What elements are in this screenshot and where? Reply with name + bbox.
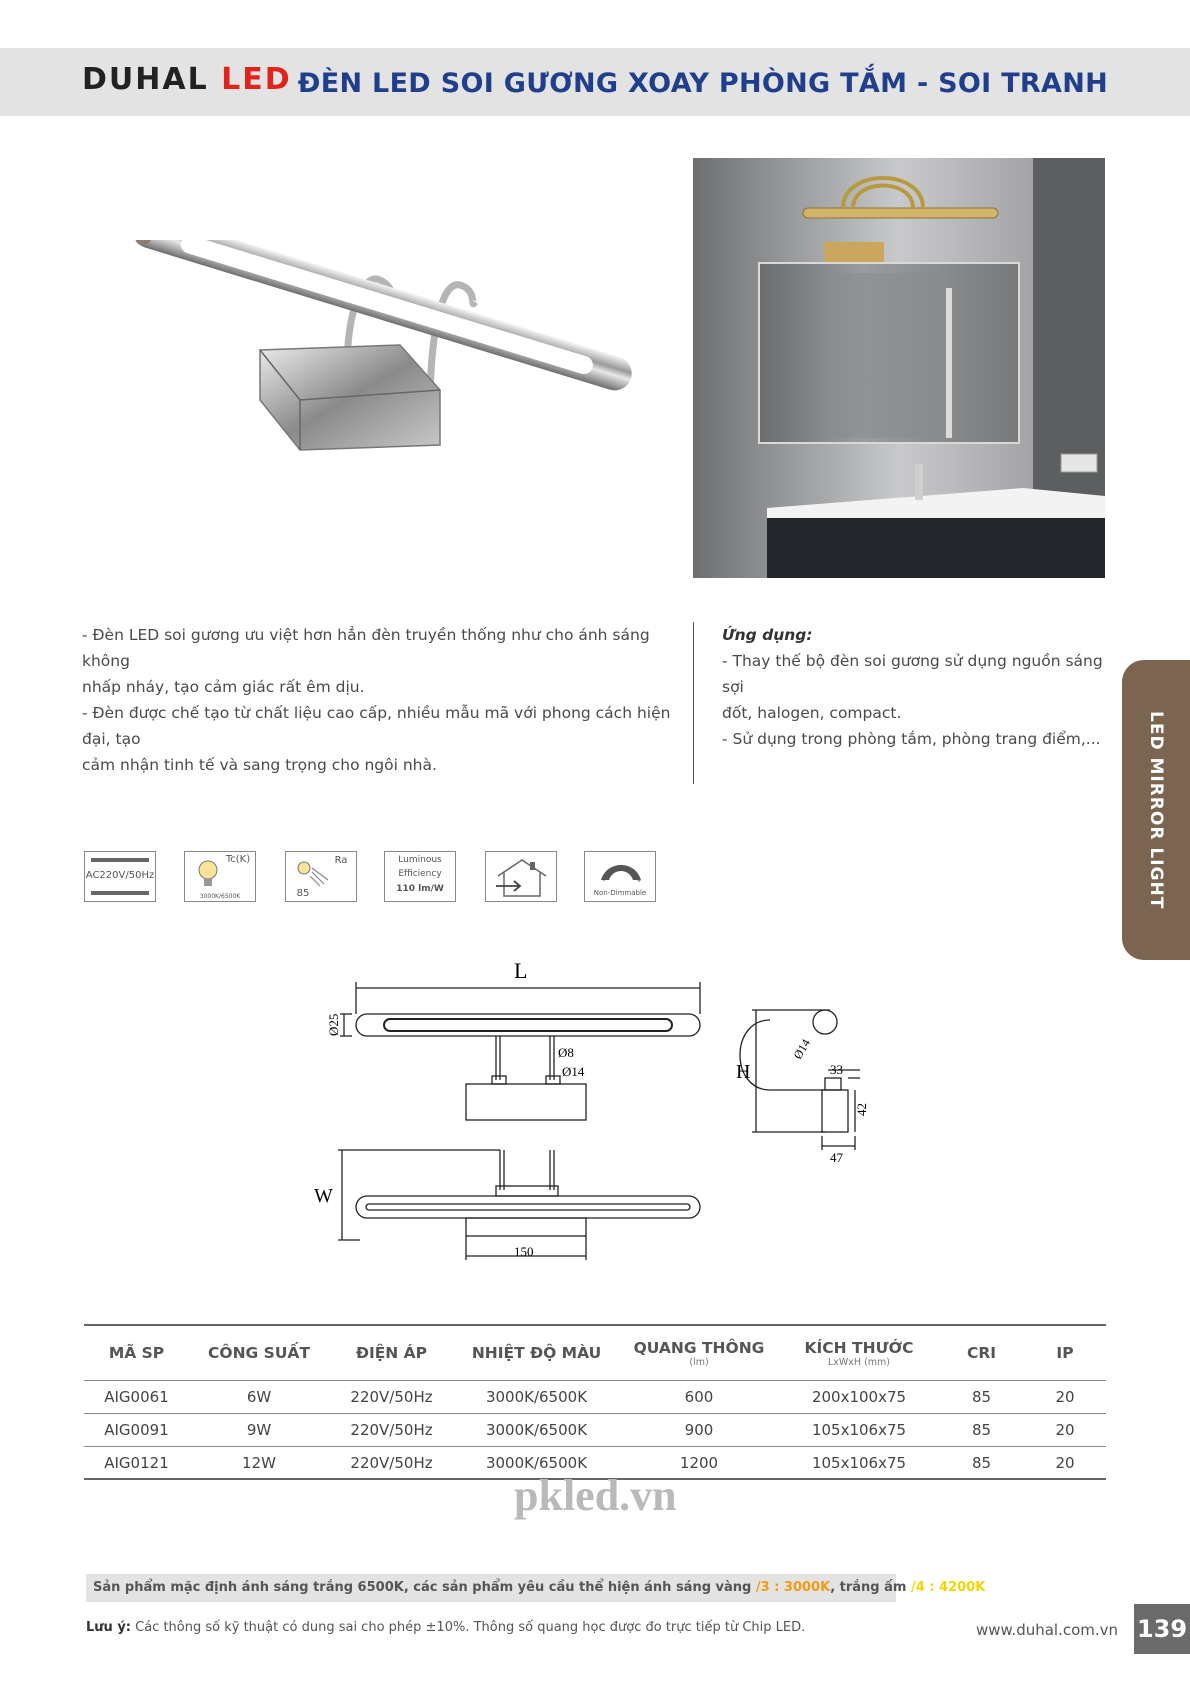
- brand-logo: [82, 62, 292, 97]
- header-voltage: ĐIỆN ÁP: [355, 1344, 428, 1362]
- cell-voltage: 220V/50Hz: [329, 1381, 454, 1414]
- cell-voltage: 220V/50Hz: [329, 1414, 454, 1447]
- desc-line: - Đèn được chế tạo từ chất liệu cao cấp, nhiều mẫu mã với phong cách hiện đại, tạo: [82, 704, 671, 748]
- cell-power: 12W: [189, 1447, 329, 1480]
- technical-drawing: [300, 950, 920, 1290]
- cell-ip: 20: [1024, 1414, 1106, 1447]
- watermark: pkled.vn: [514, 1471, 677, 1520]
- cell-ip: 20: [1024, 1447, 1106, 1480]
- label-diameter-14: Ø14: [562, 1064, 585, 1079]
- header-color-temp: NHIỆT ĐỘ MÀU: [471, 1344, 602, 1362]
- luminous-efficiency-icon: Luminous Efficiency 110 lm/W: [384, 851, 456, 902]
- cell-code: AIG0091: [84, 1414, 189, 1447]
- desc-line: - Đèn LED soi gương ưu việt hơn hẳn đèn truyền thống như cho ánh sáng không: [82, 626, 650, 670]
- label-diameter-8: Ø8: [558, 1045, 574, 1060]
- product-image: [110, 240, 670, 500]
- base-front: [466, 1084, 586, 1120]
- label-33: 33: [830, 1062, 843, 1077]
- room-application-image: [693, 158, 1105, 578]
- page-number: 139: [1134, 1604, 1190, 1654]
- header-size: KÍCH THƯỚC LxWxH (mm): [804, 1338, 914, 1368]
- application-title: Ứng dụng:: [722, 626, 813, 644]
- header-flux: QUANG THÔNG (lm): [633, 1338, 765, 1368]
- cell-color-temp: 3000K/6500K: [454, 1414, 619, 1447]
- application-section: [722, 622, 1112, 752]
- desc-line: nhấp nháy, tạo cảm giác rất êm dịu.: [82, 678, 365, 696]
- svg-text:+: +: [637, 878, 642, 884]
- cell-flux: 600: [619, 1381, 779, 1414]
- cell-code: AIG0121: [84, 1447, 189, 1480]
- desc-line: cảm nhận tinh tế và sang trọng cho ngôi nhà.: [82, 756, 437, 774]
- table-row: [84, 1414, 1106, 1447]
- header-cri: CRI: [966, 1344, 997, 1362]
- cell-code: AIG0061: [84, 1381, 189, 1414]
- brand-duhal: DUHAL: [82, 62, 209, 97]
- cell-cri: 85: [939, 1414, 1024, 1447]
- application-line: - Sử dụng trong phòng tắm, phòng trang điểm,...: [722, 730, 1101, 748]
- base-top: [466, 1218, 586, 1236]
- cell-voltage: 220V/50Hz: [329, 1447, 454, 1480]
- vertical-divider: [693, 622, 694, 784]
- cell-flux: 900: [619, 1414, 779, 1447]
- cell-cri: 85: [939, 1381, 1024, 1414]
- website-link[interactable]: www.duhal.com.vn: [976, 1621, 1119, 1639]
- cell-color-temp: 3000K/6500K: [454, 1447, 619, 1480]
- label-diameter-14-side: Ø14: [790, 1036, 813, 1062]
- label-length: L: [514, 958, 528, 983]
- label-150: 150: [514, 1244, 534, 1259]
- default-light-note: Sản phẩm mặc định ánh sáng trắng 6500K, các sản phẩm yêu cầu thể hiện ánh sáng vàng /3 : 3000K, trắng ấm /4 : 4200K: [93, 1580, 986, 1595]
- cell-flux: 1200: [619, 1447, 779, 1480]
- tolerance-footnote: Lưu ý: Các thông số kỹ thuật có dung sai cho phép ±10%. Thông số quang học được đo trực tiếp từ Chip LED.: [86, 1620, 806, 1635]
- product-description: [82, 622, 682, 778]
- color-temperature-icon: Tc(K) 3000K/6500K: [184, 851, 256, 902]
- side-tube: [813, 1010, 837, 1034]
- spec-table: [84, 1326, 1106, 1479]
- non-dimmable-icon: - + Non-Dimmable: [584, 851, 656, 902]
- cell-cri: 85: [939, 1447, 1024, 1480]
- page-title: ĐÈN LED SOI GƯƠNG XOAY PHÒNG TẮM - SOI TRANH: [297, 68, 1108, 99]
- brand-led: LED: [221, 62, 292, 97]
- table-row: [84, 1381, 1106, 1414]
- cell-size: 105x106x75: [779, 1447, 939, 1480]
- label-height: H: [736, 1061, 751, 1083]
- cell-power: 6W: [189, 1381, 329, 1414]
- indoor-use-icon: [485, 851, 557, 902]
- svg-text:-: -: [603, 878, 606, 884]
- header-power: CÔNG SUẤT: [208, 1344, 310, 1362]
- side-arm: [740, 1020, 825, 1090]
- label-47: 47: [830, 1150, 843, 1165]
- label-diameter-25: Ø25: [326, 1013, 341, 1036]
- header-code: MÃ SP: [108, 1344, 165, 1362]
- application-line: - Thay thế bộ đèn soi gương sử dụng nguồn sáng sợi: [722, 652, 1103, 696]
- label-width: W: [314, 1185, 333, 1207]
- application-line: đốt, halogen, compact.: [722, 704, 902, 722]
- tube-front: [356, 1014, 700, 1036]
- voltage-icon: AC220V/50Hz: [84, 851, 156, 902]
- header-ip: IP: [1056, 1344, 1074, 1362]
- cell-color-temp: 3000K/6500K: [454, 1381, 619, 1414]
- cell-power: 9W: [189, 1414, 329, 1447]
- cri-ra-icon: Ra 85: [285, 851, 357, 902]
- table-header-row: [84, 1326, 1106, 1381]
- cell-ip: 20: [1024, 1381, 1106, 1414]
- category-side-tab-label: LED MIRROR LIGHT: [1146, 710, 1166, 910]
- tube-top: [356, 1196, 700, 1218]
- cell-size: 200x100x75: [779, 1381, 939, 1414]
- label-42: 42: [854, 1103, 869, 1116]
- cell-size: 105x106x75: [779, 1414, 939, 1447]
